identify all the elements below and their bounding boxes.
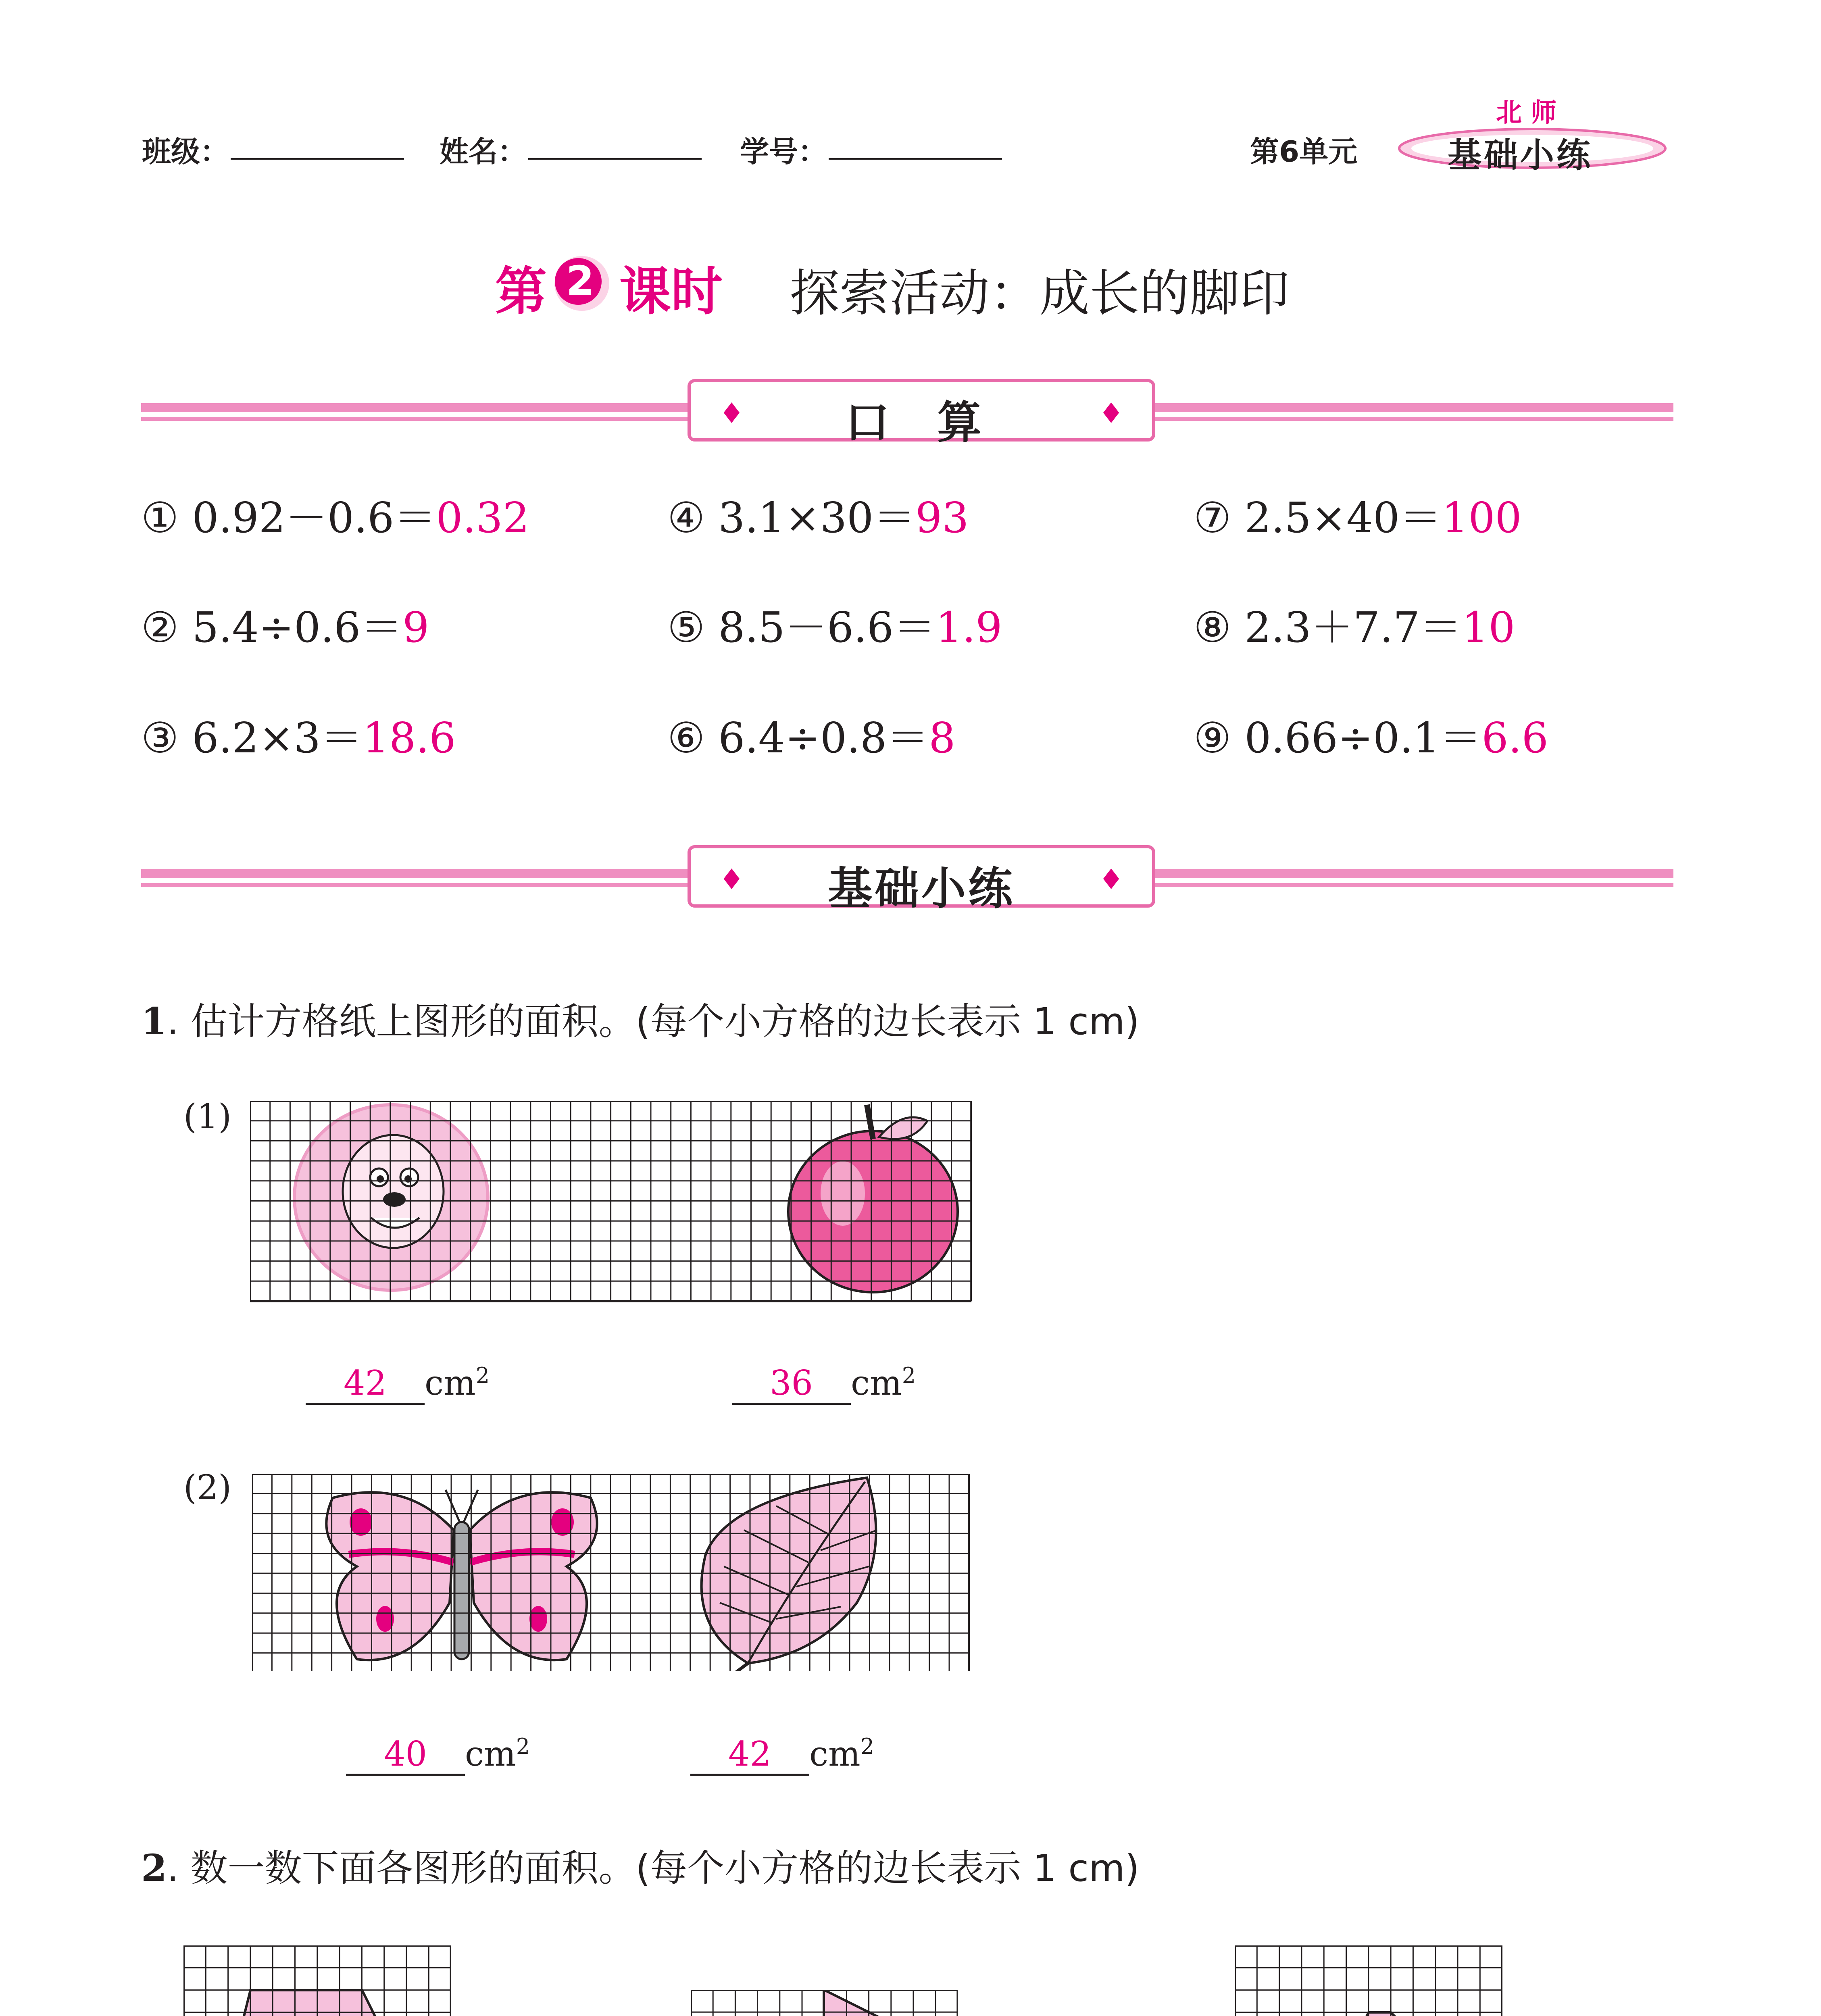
count-grid-horse <box>1235 1945 1502 2016</box>
count-grid-house <box>183 1945 451 2016</box>
grid-lines <box>183 1945 451 2016</box>
lesson-title: 探索活动：成长的脚印 <box>790 264 1290 323</box>
lion-head-figure <box>294 1105 488 1290</box>
class-blank[interactable] <box>231 158 404 160</box>
name-blank[interactable] <box>528 158 702 160</box>
brand-top: 北 师 <box>1496 98 1557 128</box>
mental-item-3: ③ 6.2×3＝18.6 <box>141 713 456 762</box>
mental-item-1: ① 0.92－0.6＝0.32 <box>141 493 529 542</box>
name-label: 姓名： <box>440 135 527 169</box>
apple-figure <box>788 1105 958 1292</box>
q1-answer-2[interactable]: 36 $cm^2$ <box>732 1363 916 1405</box>
section-title-practice: 基础小练 <box>828 863 1015 914</box>
q1-part1-label: (1) <box>183 1097 231 1136</box>
q1-answer-1[interactable]: 42 $cm^2$ <box>306 1363 490 1405</box>
class-label: 班级： <box>142 135 229 169</box>
butterfly-figure <box>326 1490 597 1660</box>
lesson-prefix: 第 <box>495 262 547 322</box>
q1-part2-label: (2) <box>183 1468 231 1507</box>
question-2-text: 2. 数一数下面各图形的面积。(每个小方格的边长表示 1 cm) <box>141 1846 1140 1890</box>
mental-item-9: ⑨ 0.66÷0.1＝6.6 <box>1194 713 1548 762</box>
grid-lines <box>1235 1945 1502 2016</box>
mental-item-4: ④ 3.1×30＝93 <box>667 493 969 542</box>
diamond-right-icon: ♦ <box>1098 397 1124 430</box>
q1-answer-3[interactable]: 40 $cm^2$ <box>346 1734 530 1776</box>
section-banner-practice <box>688 845 1155 914</box>
mental-item-7: ⑦ 2.5×40＝100 <box>1194 493 1522 542</box>
student-id-label: 学号： <box>740 135 827 169</box>
diamond-right-icon: ♦ <box>1098 863 1124 896</box>
q1-answer-4[interactable]: 42 $cm^2$ <box>690 1734 874 1776</box>
unit-label: 第6单元 <box>1250 135 1358 169</box>
brand-logo <box>1387 98 1677 175</box>
mental-item-8: ⑧ 2.3＋7.7＝10 <box>1194 603 1515 652</box>
brand-main: 基础小练 <box>1448 135 1593 175</box>
lesson-number: 2 <box>566 257 594 304</box>
student-id-blank[interactable] <box>829 158 1002 160</box>
diamond-left-icon: ♦ <box>719 863 744 896</box>
section-title-mental: 口 算 <box>845 397 998 448</box>
count-grid-boat <box>691 1990 958 2016</box>
mental-item-6: ⑥ 6.4÷0.8＝8 <box>667 713 956 762</box>
estimate-grid-1 <box>250 1101 972 1302</box>
lesson-number-badge <box>552 253 608 310</box>
section-banner-mental <box>688 379 1155 448</box>
estimate-grid-2 <box>252 1474 970 1671</box>
mental-item-2: ② 5.4÷0.6＝9 <box>141 603 429 652</box>
grid-lines <box>691 1990 958 2016</box>
question-1-text: 1. 估计方格纸上图形的面积。(每个小方格的边长表示 1 cm) <box>141 1000 1140 1043</box>
mental-item-5: ⑤ 8.5－6.6＝1.9 <box>667 603 1002 652</box>
diamond-left-icon: ♦ <box>719 397 744 430</box>
lesson-suffix: 课时 <box>619 262 723 322</box>
